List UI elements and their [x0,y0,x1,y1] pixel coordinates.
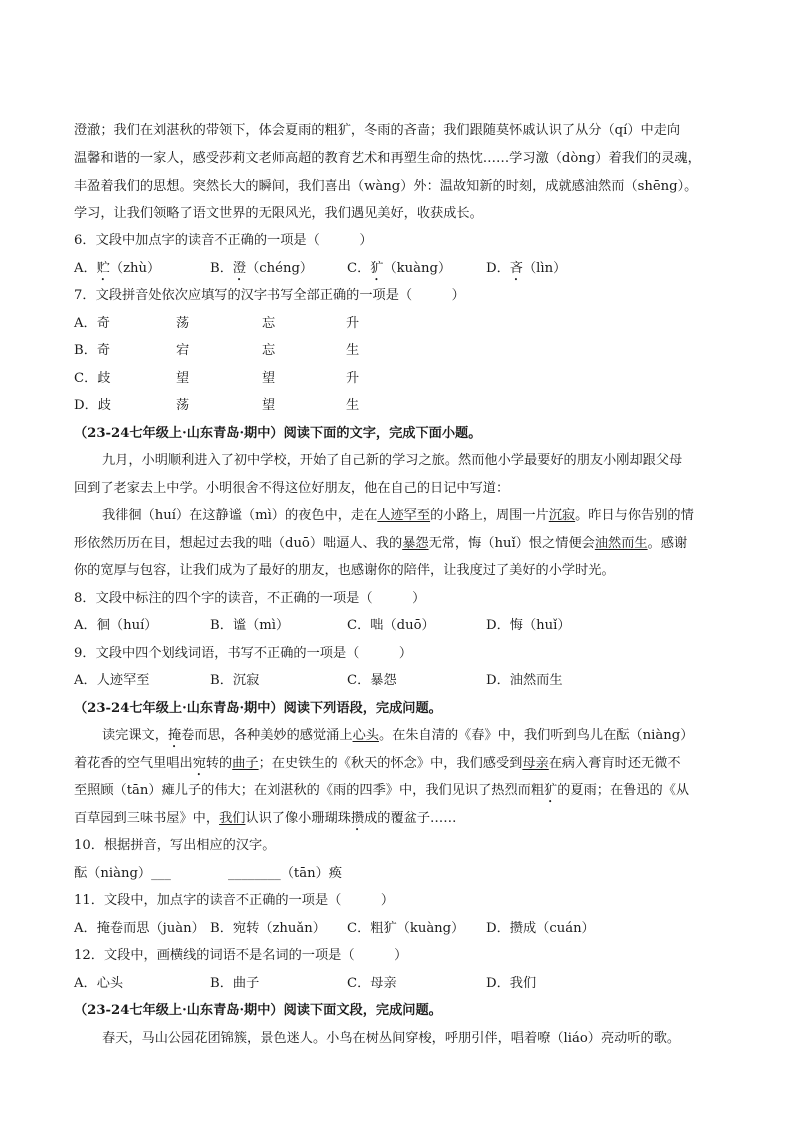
passage-line: 你的宽厚与包容，让我们成为了最好的朋友，也感谢你的陪伴，让我度过了美好的小学时光。 [74,563,615,578]
option-c: C．母亲 [347,976,397,991]
passage-line: 九月，小明顺利进入了初中学校，开始了自己新的学习之旅。然而他小学最要好的朋友小刚却跟父母 [102,453,683,468]
option-cell: 望 [262,371,276,386]
passage-line: 学习，让我们领略了语文世界的无限风光，我们遇见美好，收获成长。 [74,206,483,221]
option-cell: 望 [176,371,190,386]
passage-line: 形依然历历在目，想起过去我的咄（duō）咄逼人、我的暴怨无常，悔（huǐ）恨之情便会油然而生。感谢 [74,536,688,551]
section-heading: （23-24七年级上·山东青岛·期中）阅读下面的文字，完成下面小题。 [74,426,482,441]
section-heading: （23-24七年级上·山东青岛·期中）阅读下列语段，完成问题。 [74,701,442,716]
passage-line: 百草园到三味书屋》中，我们认识了像小珊瑚珠攒成的覆盆子…… [74,811,457,826]
option-cell: B．奇 [74,343,111,358]
option-b: B．澄（chéng） [210,261,314,276]
option-a: A．徊（huí） [74,618,158,633]
option-cell: 荡 [176,316,190,331]
underlined-word: 人迹罕至 [377,508,431,523]
option-cell: 望 [262,398,276,413]
underlined-word: 曲子 [232,756,259,771]
option-a: A．掩卷而思（juàn） [74,921,205,936]
option-b: B．沉寂 [210,673,260,688]
option-d: D．油然而生 [486,673,563,688]
underlined-word: 暴怨 [402,536,429,551]
option-d: D．悔（huǐ） [486,618,571,633]
option-cell: A．奇 [74,316,110,331]
underlined-word: 我们 [219,811,246,826]
option-cell: 忘 [262,343,276,358]
option-c: C．暴怨 [347,673,397,688]
underlined-word: 油然而生 [594,536,648,551]
passage-line: 着花香的空气里唱出宛转的曲子；在史铁生的《秋天的怀念》中，我们感受到母亲在病入膏肓时还无微不 [74,756,681,771]
passage-line: 温馨和谐的一家人，感受莎莉文老师高超的教育艺术和再塑生命的热忱……学习激（dòng）着我们的灵魂， [74,151,701,166]
option-b: B．宛转（zhuǎn） [210,921,326,936]
option-c: C．咄（duō） [347,618,435,633]
option-d: D．攒成（cuán） [486,921,595,936]
passage-line: 澄澈；我们在刘湛秋的带领下，体会夏雨的粗犷，冬雨的吝啬；我们跟随莫怀戚认识了从分（qí）中走向 [74,123,681,138]
option-cell: 生 [346,343,360,358]
question-8-stem: 8．文段中标注的四个字的读音，不正确的一项是（ ） [74,591,426,606]
option-cell: 宕 [176,343,190,358]
option-b: B．曲子 [210,976,260,991]
option-cell: 忘 [262,316,276,331]
option-b: B．谧（mì） [210,618,290,633]
option-cell: D．歧 [74,398,111,413]
dotted-char: 宛 [192,756,206,771]
option-c: C．粗犷（kuàng） [347,921,465,936]
passage-line: 丰盈着我们的思想。突然长大的瞬间，我们喜出（wàng）外：温故知新的时刻，成就感油然而（shēng）。 [74,179,698,194]
option-cell: 生 [346,398,360,413]
question-10-stem: 10．根据拼音，写出相应的汉字。 [74,838,276,853]
dotted-char: 犷 [544,783,558,798]
question-12-stem: 12．文段中，画横线的词语不是名词的一项是（ ） [74,948,408,963]
option-cell: C．歧 [74,371,111,386]
option-cell: 荡 [176,398,190,413]
section-heading: （23-24七年级上·山东青岛·期中）阅读下面文段，完成问题。 [74,1003,442,1018]
underlined-word: 母亲 [522,756,549,771]
passage-line: 春天，马山公园花团锦簇，景色迷人。小鸟在树丛间穿梭，呼朋引伴，唱着嘹（liáo）亮动听的歌。 [102,1031,681,1046]
question-6-stem: 6．文段中加点字的读音不正确的一项是（ ） [74,233,373,248]
option-cell: 升 [346,316,360,331]
option-d: D．吝（lìn） [486,261,567,276]
dotted-char: 攒 [350,811,365,826]
question-7-stem: 7．文段拼音处依次应填写的汉字书写全部正确的一项是（ ） [74,288,465,303]
passage-line: 回到了老家去上中学。小明很舍不得这位好朋友，他在自己的日记中写道： [74,481,510,496]
question-11-stem: 11．文段中，加点字的读音不正确的一项是（ ） [74,893,395,908]
passage-line: 读完课文，掩卷而思，各种美妙的感觉涌上心头。在朱自清的《春》中，我们听到鸟儿在酝（niàng） [102,728,694,743]
underlined-word: 心头 [352,728,379,743]
underlined-word: 沉寂 [548,508,576,523]
blank-b: ________（tān）痪 [228,866,342,881]
option-a: A．贮（zhù） [74,261,161,276]
option-d: D．我们 [486,976,537,991]
passage-line: 我徘徊（huí）在这静谧（mì）的夜色中，走在人迹罕至的小路上，周围一片沉寂。昨日与你告别的情 [102,508,694,523]
dotted-char: 掩 [167,728,182,743]
option-a: A．人迹罕至 [74,673,150,688]
option-cell: 升 [346,371,360,386]
passage-line: 至照顾（tān）瘫儿子的伟大；在刘湛秋的《雨的四季》中，我们见识了热烈而粗犷的夏雨；在鲁迅的《从 [74,783,690,798]
option-c: C．犷（kuàng） [347,261,452,276]
option-a: A．心头 [74,976,124,991]
blank-a: 酝（niàng）___ [74,866,171,881]
question-9-stem: 9．文段中四个划线词语，书写不正确的一项是（ ） [74,646,413,661]
